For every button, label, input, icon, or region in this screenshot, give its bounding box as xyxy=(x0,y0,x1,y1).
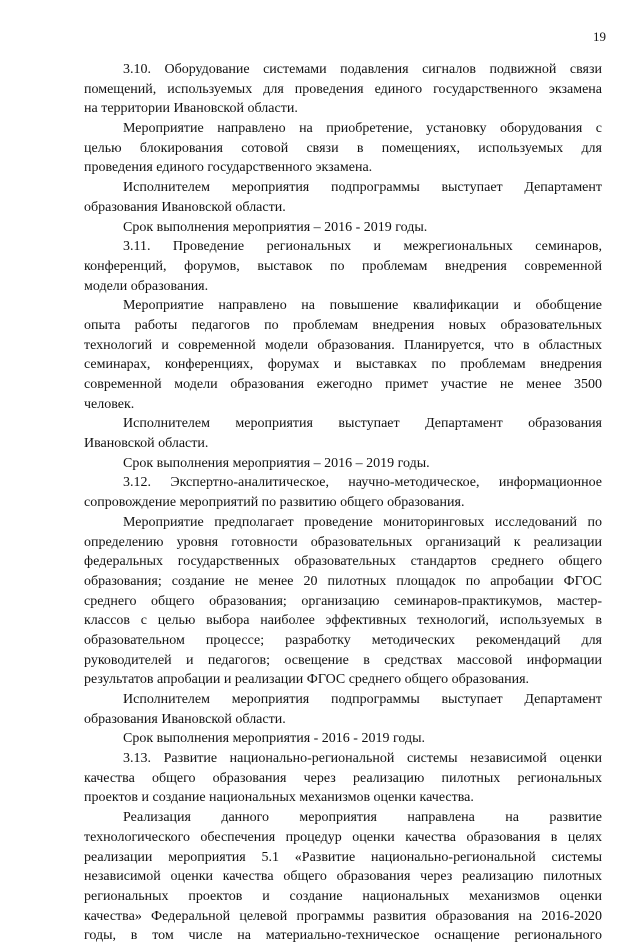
text-line: Мероприятие предполагает проведение мониторинговых исследований по xyxy=(123,514,602,530)
text-line: сопровождение мероприятий по развитию общего образования. xyxy=(84,495,465,511)
text-line: Ивановской области. xyxy=(84,436,209,452)
text-line: Срок выполнения мероприятия - 2016 - 2019 годы. xyxy=(123,731,425,747)
text-line: образования Ивановской области. xyxy=(84,199,286,215)
text-line: региональных проектов и создание национальных механизмов оценки xyxy=(84,888,602,904)
text-line: помещений, используемых для проведения единого государственного экзамена xyxy=(84,81,602,97)
text-line: классов с целью выбора наиболее эффективных технологий, используемых в xyxy=(84,613,602,629)
text-line: проектов и создание национальных механизмов оценки качества. xyxy=(84,790,474,806)
text-line: 3.10. Оборудование системами подавления сигналов подвижной связи xyxy=(123,62,602,77)
text-line: определению уровня готовности образовательных организаций к реализации xyxy=(84,534,602,550)
text-line: среднего общего образования; организацию семинаров-практикумов, мастер- xyxy=(84,593,602,609)
text-line: годы, в том числе на материально-техническое оснащение регионального xyxy=(84,928,602,944)
text-line: Мероприятие направлено на приобретение, установку оборудования с xyxy=(123,121,602,137)
text-line: независимой оценки качества общего образования через реализацию пилотных xyxy=(84,869,602,885)
text-line: Исполнителем мероприятия подпрограммы выступает Департамент xyxy=(123,180,602,196)
text-line: образовательном процессе; разработку методических рекомендаций для xyxy=(84,632,602,648)
document-body xyxy=(84,60,602,946)
text-line: Срок выполнения мероприятия – 2016 - 2019 годы. xyxy=(123,219,428,235)
text-line: качества» Федеральной целевой программы развития образования на 2016-2020 xyxy=(84,908,602,924)
text-line: Исполнителем мероприятия подпрограммы выступает Департамент xyxy=(123,692,602,707)
page-number: 19 xyxy=(593,29,606,44)
text-line: реализации мероприятия 5.1 «Развитие национально-региональной системы xyxy=(84,849,602,865)
text-line: опыта работы педагогов по проблемам внедрения новых образовательных xyxy=(84,317,602,333)
text-line: руководителей и педагогов; освещение в средствах массовой информации xyxy=(84,652,602,668)
text-line: конференций, форумов, выставок по проблемам внедрения современной xyxy=(84,258,602,274)
text-line: проведения единого государственного экзамена. xyxy=(84,160,373,176)
text-line: 3.13. Развитие национально-региональной системы независимой оценки xyxy=(123,751,602,767)
text-line: технологического обеспечения процедур оценки качества образования в целях xyxy=(84,829,602,845)
text-line: Срок выполнения мероприятия – 2016 – 2019 годы. xyxy=(123,455,430,471)
text-line: 3.11. Проведение региональных и межрегиональных семинаров, xyxy=(123,239,602,255)
text-line: целью блокирования сотовой связи в помещениях, используемых для xyxy=(84,140,602,156)
text-line: современной модели образования ежегодно примет участие не менее 3500 xyxy=(84,377,602,392)
text-line: Реализация данного мероприятия направлена на развитие xyxy=(123,810,602,826)
text-line: человек. xyxy=(84,396,135,412)
text-line: результатов апробации и реализации ФГОС среднего общего образования. xyxy=(84,672,530,688)
text-line: образования; создание не менее 20 пилотных площадок по апробации ФГОС xyxy=(84,573,602,589)
text-line: семинарах, конференциях, форумах и выставках по проблемам внедрения xyxy=(84,357,602,373)
text-line: на территории Ивановской области. xyxy=(84,101,298,117)
text-line: федеральных государственных образовательных стандартов среднего общего xyxy=(84,554,602,570)
text-line: технологий и современной модели образования. Планируется, что в областных xyxy=(84,337,602,353)
text-line: Исполнителем мероприятия выступает Департамент образования xyxy=(123,416,602,432)
text-line: Мероприятие направлено на повышение квалификации и обобщение xyxy=(123,298,602,314)
text-line: модели образования. xyxy=(84,278,209,294)
text-line: качества общего образования через реализацию пилотных региональных xyxy=(84,770,602,786)
text-line: образования Ивановской области. xyxy=(84,711,286,727)
text-line: 3.12. Экспертно-аналитическое, научно-методическое, информационное xyxy=(123,475,602,491)
